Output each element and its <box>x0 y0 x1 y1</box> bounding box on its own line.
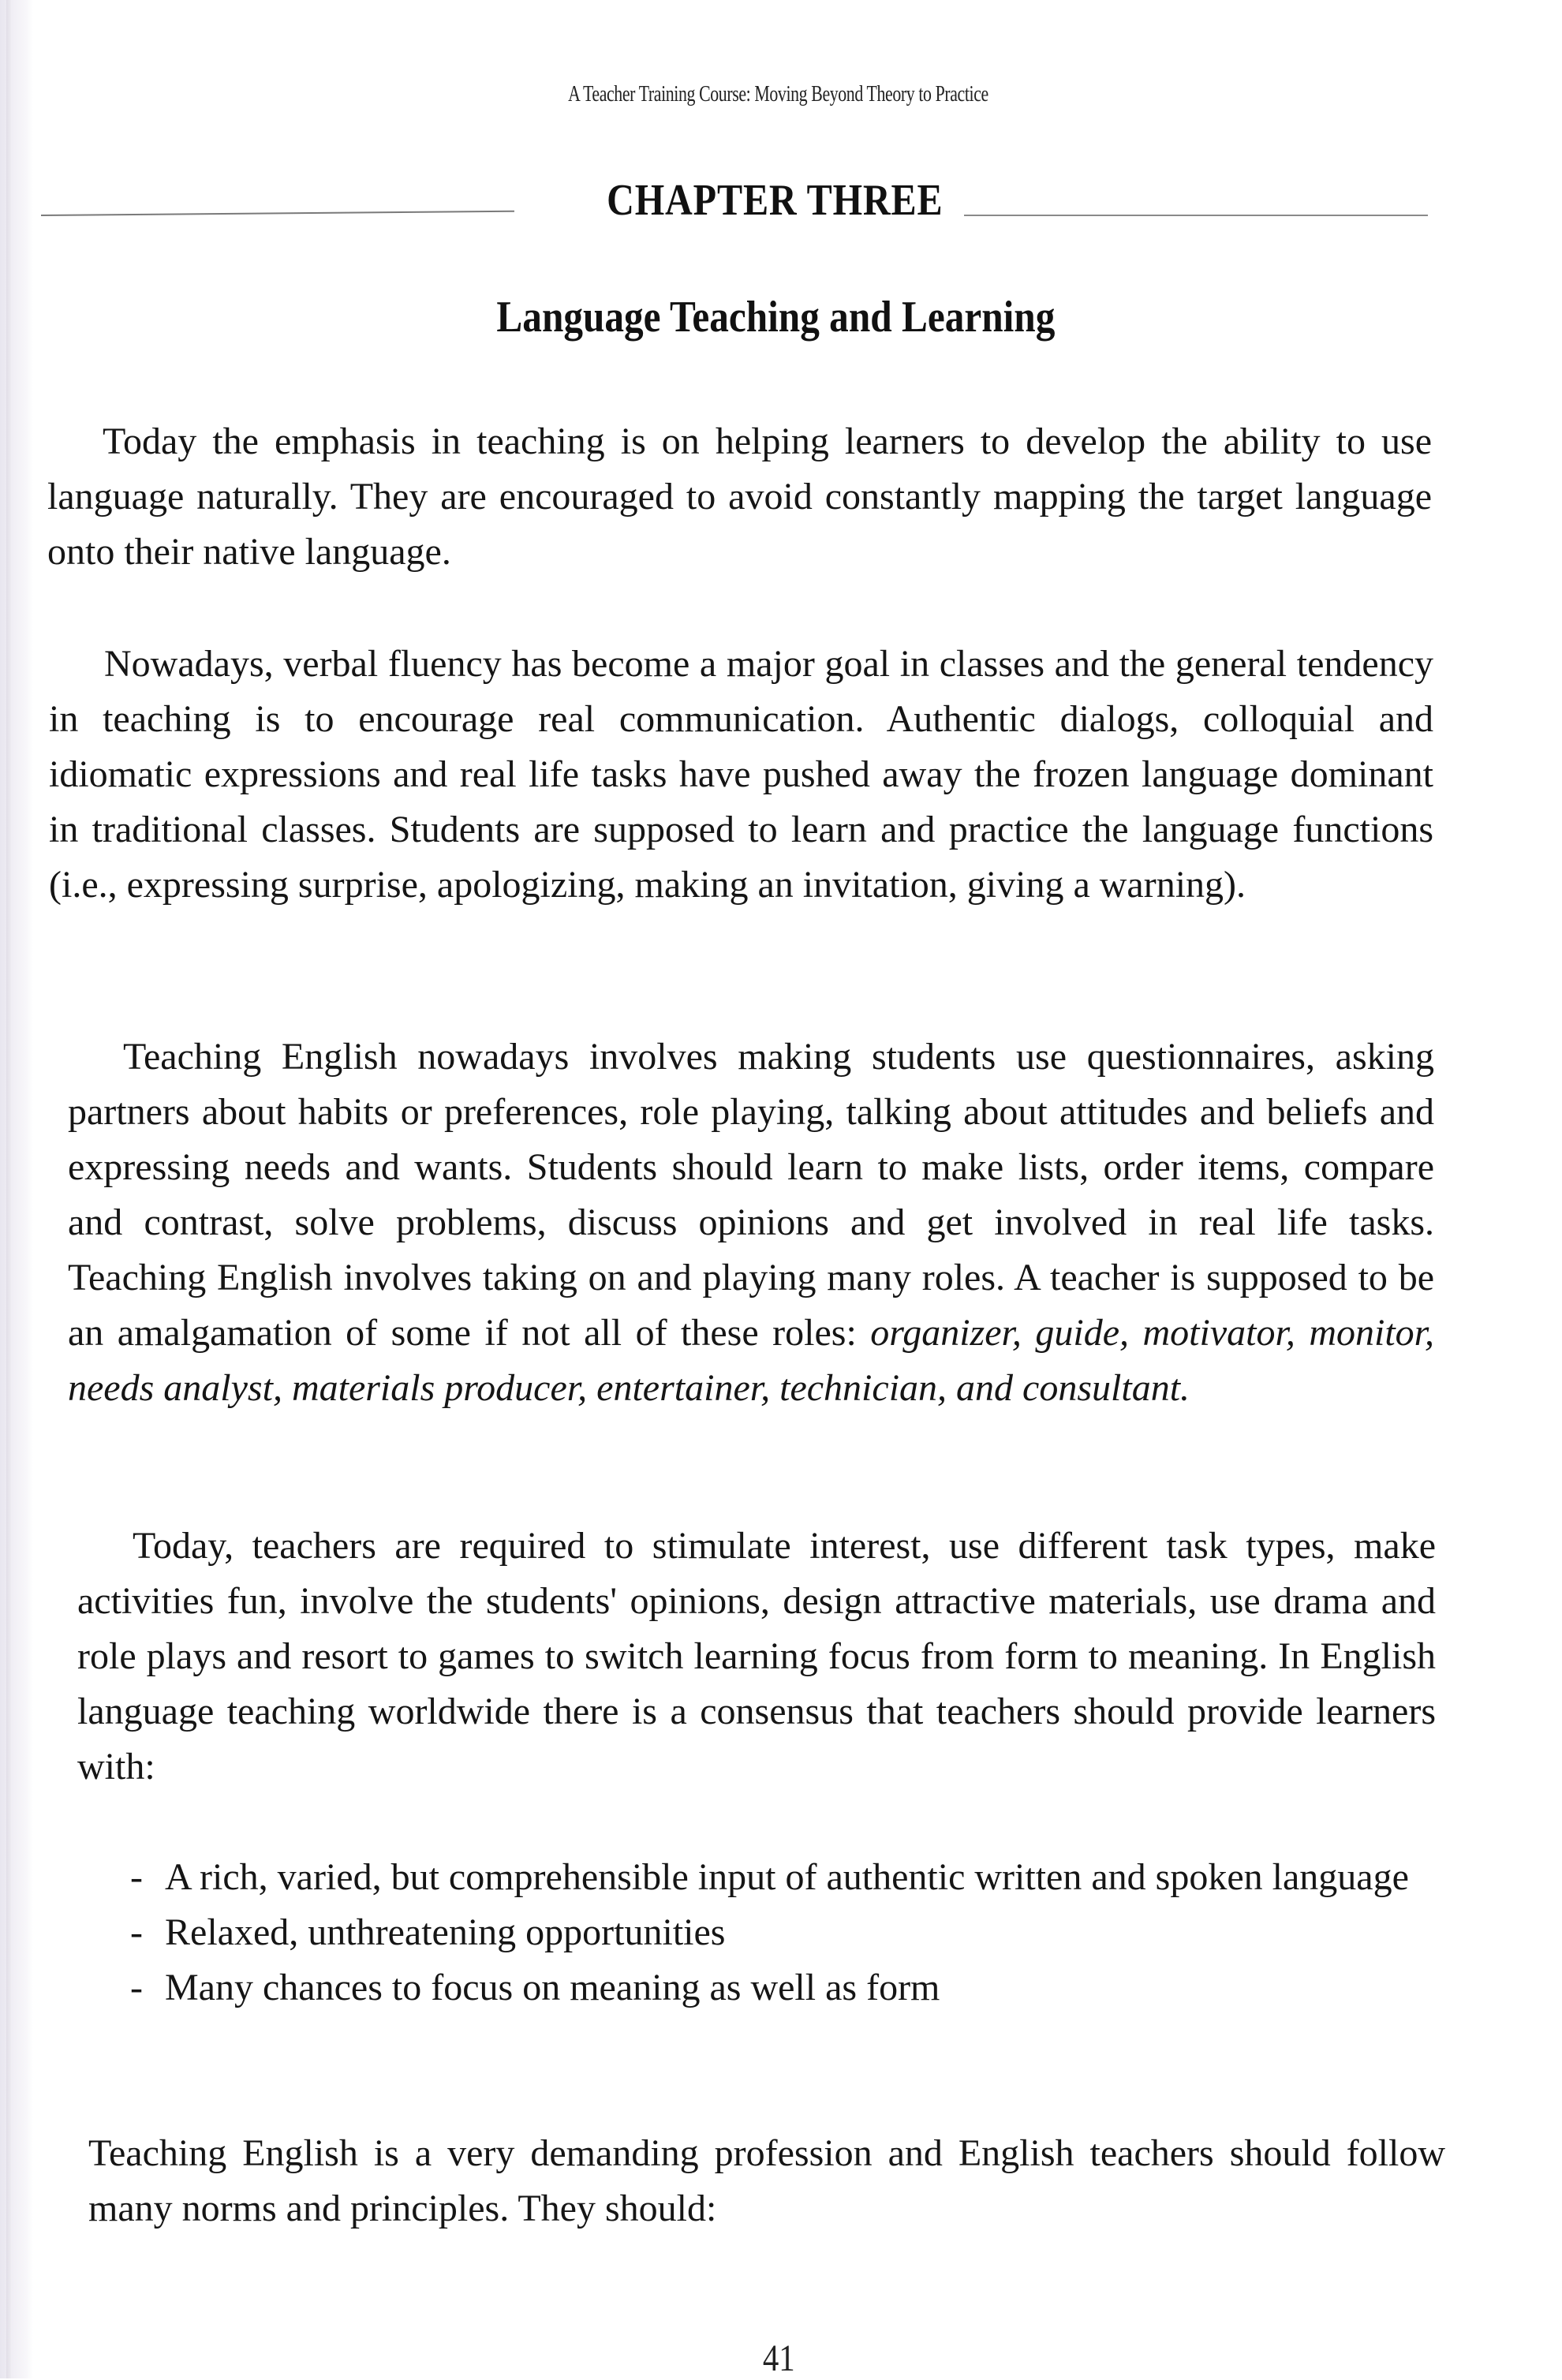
list-item-text: Many chances to focus on meaning as well as form <box>165 1967 940 2008</box>
chapter-rule-right <box>964 215 1428 216</box>
book-gutter-edge <box>6 0 11 2378</box>
teacher-roles-italic: organizer, guide, motivator, monitor, needs analyst, materials producer, entertainer, technician, and consultant. <box>68 1312 1435 1409</box>
paragraph-5-text: Teaching English is a very demanding profession and English teachers should follow many norms and principles. They should: <box>88 2132 1445 2229</box>
paragraph-4 <box>77 1519 1436 1795</box>
paragraph-1 <box>47 414 1432 580</box>
list-item <box>130 1905 1444 1960</box>
paragraph-1-text: Today the emphasis in teaching is on helping learners to develop the ability to use language naturally. They are encouraged to avoid constantly mapping the target language onto their native language. <box>47 420 1432 573</box>
section-title: Language Teaching and Learning <box>496 293 1056 342</box>
paragraph-2 <box>49 637 1433 913</box>
paragraph-5 <box>88 2126 1445 2236</box>
list-item-text: Relaxed, unthreatening opportunities <box>165 1911 726 1953</box>
chapter-title: CHAPTER THREE <box>607 176 944 225</box>
running-header: A Teacher Training Course: Moving Beyond Theory to Practice <box>568 82 988 106</box>
paragraph-4-text: Today, teachers are required to stimulate interest, use different task types, make activities fun, involve the students' opinions, design attractive materials, use drama and role plays and resort to games to switch learning focus from form to meaning. In English language teaching worldwide there is a consensus that teachers should provide learners with: <box>77 1525 1436 1788</box>
paragraph-3 <box>68 1029 1434 1416</box>
learner-provisions-list <box>130 1850 1444 2016</box>
page-number: 41 <box>762 2337 795 2379</box>
paragraph-3-text: Teaching English nowadays involves making students use questionnaires, asking partners about habits or preferences, role playing, talking about attitudes and beliefs and expressing needs and wants. Students should learn to make lists, order items, compare and contrast, solve problems, discuss opinions and get involved in real life tasks. Teaching English involves taking on and playing many roles. A teacher is supposed to be an amalgamation of some if not all of these roles: <box>68 1036 1434 1354</box>
list-item <box>130 1960 1444 2016</box>
dash-bullet-icon: - <box>130 1967 143 2008</box>
dash-bullet-icon: - <box>130 1856 143 1898</box>
list-item-text: A rich, varied, but comprehensible input of authentic written and spoken language <box>165 1856 1409 1898</box>
dash-bullet-icon: - <box>130 1911 143 1953</box>
paragraph-2-text: Nowadays, verbal fluency has become a major goal in classes and the general tendency in teaching is to encourage real communication. Authentic dialogs, colloquial and idiomatic expressions and real life tasks have pushed away the frozen language dominant in traditional classes. Students are supposed to learn and practice the language functions (i.e., expressing surprise, apologizing, making an invitation, giving a warning). <box>49 643 1433 906</box>
book-spine-shadow <box>0 0 33 2378</box>
list-item <box>130 1850 1444 1905</box>
chapter-heading-row <box>0 175 1562 230</box>
